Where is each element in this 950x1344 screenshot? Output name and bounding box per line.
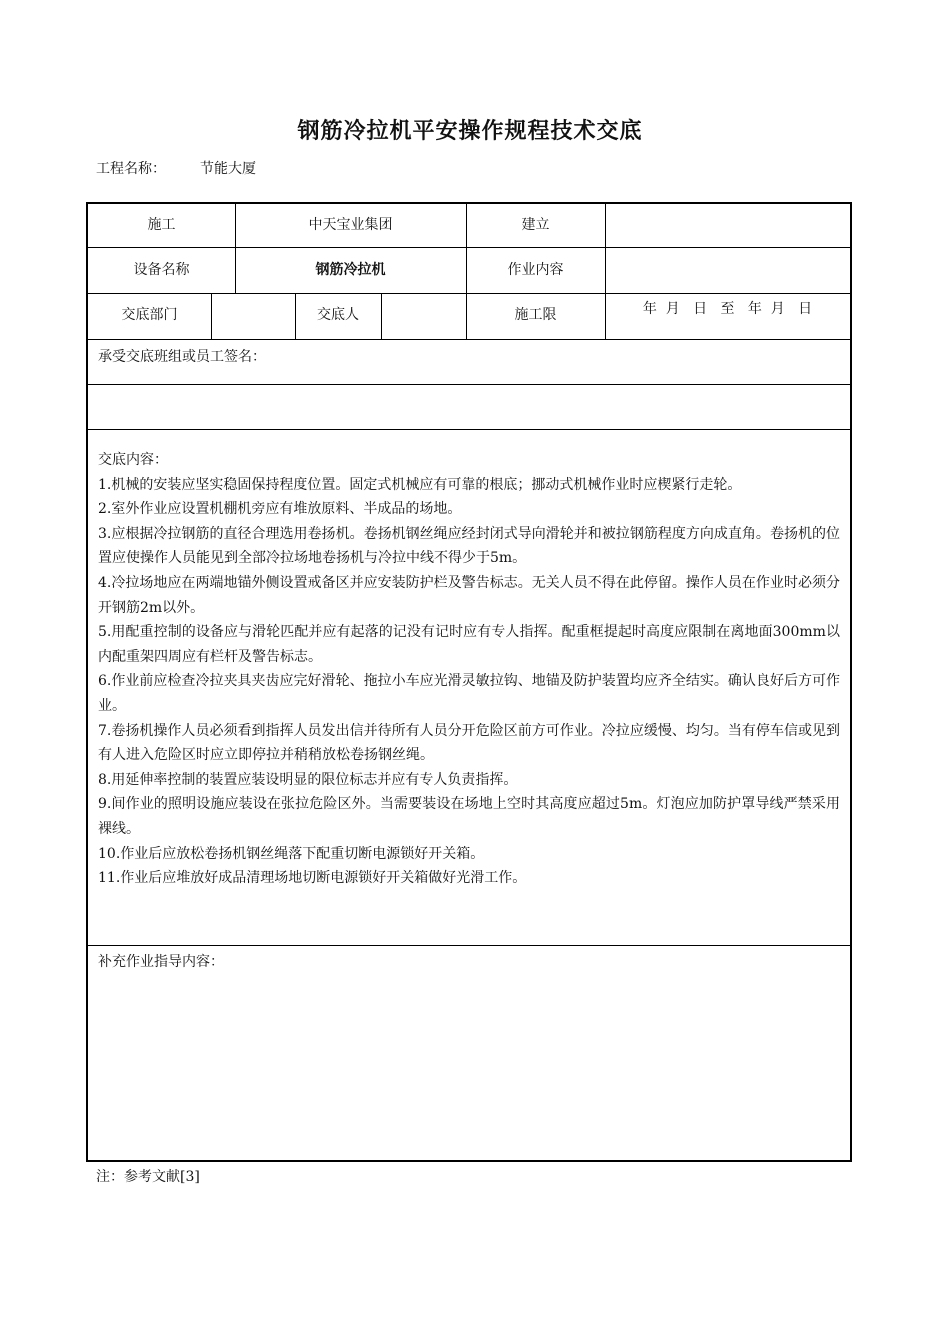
col-divider <box>211 293 212 339</box>
content-item: 5.用配重控制的设备应与滑轮匹配并应有起落的记没有记时应有专人指挥。配重框提起时高度应限制在离地面300mm以内配重架四周应有栏杆及警告标志。 <box>98 624 840 665</box>
project-line <box>96 158 256 178</box>
work-content-label: 作业内容 <box>507 262 564 278</box>
content-item: 9.间作业的照明设施应装设在张拉危险区外。当需要装设在场地上空时其高度应超过5m。灯泡应加防护罩导线严禁采用裸线。 <box>98 796 840 837</box>
construction-label: 施工 <box>147 217 176 233</box>
construction-company: 中天宝业集团 <box>308 217 393 233</box>
content-item: 2.室外作业应设置机棚机旁应有堆放原料、半成品的场地。 <box>98 501 462 518</box>
discloser-label: 交底人 <box>317 307 359 323</box>
equipment-name-label: 设备名称 <box>133 262 190 278</box>
content-item: 11.作业后应堆放好成品清理场地切断电源锁好开关箱做好光滑工作。 <box>98 870 527 887</box>
col-divider <box>381 293 382 339</box>
row-divider <box>88 384 850 385</box>
disclosure-dept-label: 交底部门 <box>121 307 178 323</box>
content-item: 4.冷拉场地应在两端地锚外侧设置戒备区并应安装防护栏及警告标志。无关人员不得在此停留。操作人员在作业时必须分开钢筋2m以外。 <box>98 574 840 616</box>
row-divider <box>88 945 850 946</box>
construction-period-label: 施工限 <box>514 307 557 323</box>
row-divider <box>88 339 850 340</box>
build-label: 建立 <box>521 217 550 233</box>
content-heading: 交底内容： <box>98 452 168 468</box>
row-divider <box>88 247 850 248</box>
project-name: 节能大厦 <box>200 161 256 177</box>
row-divider <box>88 293 850 294</box>
supplement-label: 补充作业指导内容： <box>98 954 224 970</box>
project-label: 工程名称： <box>96 161 166 177</box>
content-item: 10.作业后应放松卷扬机钢丝绳落下配重切断电源锁好开关箱。 <box>98 845 485 862</box>
content-item: 6.作业前应检查冷拉夹具夹齿应完好滑轮、拖拉小车应光滑灵敏拉钩、地锚及防护装置均应齐全结实。确认良好后方可作业。 <box>98 673 840 714</box>
row-divider <box>88 429 850 430</box>
reference-note: 注：参考文献[3] <box>96 1169 200 1185</box>
equipment-name: 钢筋冷拉机 <box>315 262 386 278</box>
construction-period-value: 年 月 日 至 年 月 日 <box>642 301 813 317</box>
content-item: 3.应根据冷拉钢筋的直径合理选用卷扬机。卷扬机钢丝绳应经封闭式导向滑轮并和被拉钢筋程度方向成直角。卷扬机的位置应使操作人员能见到全部冷拉场地卷扬机与冷拉中线不得少于5m。 <box>98 525 840 567</box>
content-item: 8.用延伸率控制的装置应装设明显的限位标志并应有专人负责指挥。 <box>98 771 518 788</box>
content-item: 7.卷扬机操作人员必须看到指挥人员发出信并待所有人员分开危险区前方可作业。冷拉应缓慢、均匀。当有停车信或见到有人进入危险区时应立即停拉并稍稍放松卷扬钢丝绳。 <box>98 722 840 764</box>
disclosure-content <box>98 448 840 891</box>
content-item: 1.机械的安装应坚实稳固保持程度位置。固定式机械应有可靠的根底；挪动式机械作业时应楔紧行走轮。 <box>98 476 742 493</box>
col-divider <box>605 204 606 339</box>
document-title: 钢筋冷拉机平安操作规程技术交底 <box>297 119 643 144</box>
disclosure-table <box>86 202 852 1162</box>
signature-label: 承受交底班组或员工签名： <box>98 349 266 365</box>
